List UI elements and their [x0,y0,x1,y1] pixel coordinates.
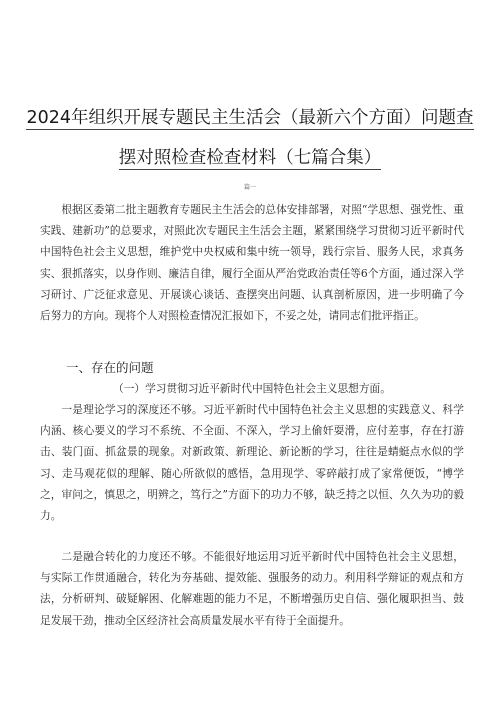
document-title-line-2 [20,144,480,169]
paragraph-integration: 二是融合转化的力度还不够。不能很好地运用习近平新时代中国特色社会主义思想，与实际工作贯通融合，转化为夯基础、提效能、强服务的动力。利用科学辩证的观点和方法，分析研判、破疑解困、化解难题的能力不足，不断增强历史自信、强化履职担当、鼓足发展干劲，推动全区经济社会高质量发展水平有待于全面提升。 [40,550,464,627]
heading-existing-problems: 一、存在的问题 [66,360,154,375]
document-title-line-1 [20,104,480,129]
paragraph-theory-depth: 一是理论学习的深度还不够。习近平新时代中国特色社会主义思想的实践意义、科学内涵、核心要义的学习不系统、不全面、不深入，学习上偷奸耍滑，应付差事，存在打游击、装门面、抓盆景的现象。对新政策、新理论、新论断的学习，往往是蜻蜓点水似的学习、走马观花似的理解、随心所欲似的感悟，急用现学、零碎敲打成了家常便饭，“博学之，审问之，慎思之，明辨之，笃行之”方面下的功力不够，缺乏持之以恒、久久为功的毅力。 [40,403,464,523]
intro-paragraph: 根据区委第二批主题教育专题民主生活会的总体安排部署，对照“学思想、强党性、重实践、建新功”的总要求，对照此次专题民主生活会主题，紧紧围绕学习贯彻习近平新时代中国特色社会主义思想，维护党中央权威和集中统一领导，践行宗旨、服务人民，求真务实、狠抓落实，以身作则、廉洁自律，履行全面从严治党政治责任等6个方面，通过深入学习研讨、广泛征求意见、开展谈心谈话、查摆突出问题、认真剖析原因，进一步明确了今后努力的方向。现将个人对照检查情况汇报如下，不妥之处，请同志们批评指正。 [40,203,464,323]
subheading-study-thought: （一）学习贯彻习近平新时代中国特色社会主义思想方面。 [113,382,391,395]
title-line-2-text: 摆对照检查检查材料（七篇合集） [118,148,382,168]
section-number: 篇一 [243,184,256,191]
title-line-1-text: 2024年组织开展专题民主生活会（最新六个方面）问题查 [26,108,474,128]
